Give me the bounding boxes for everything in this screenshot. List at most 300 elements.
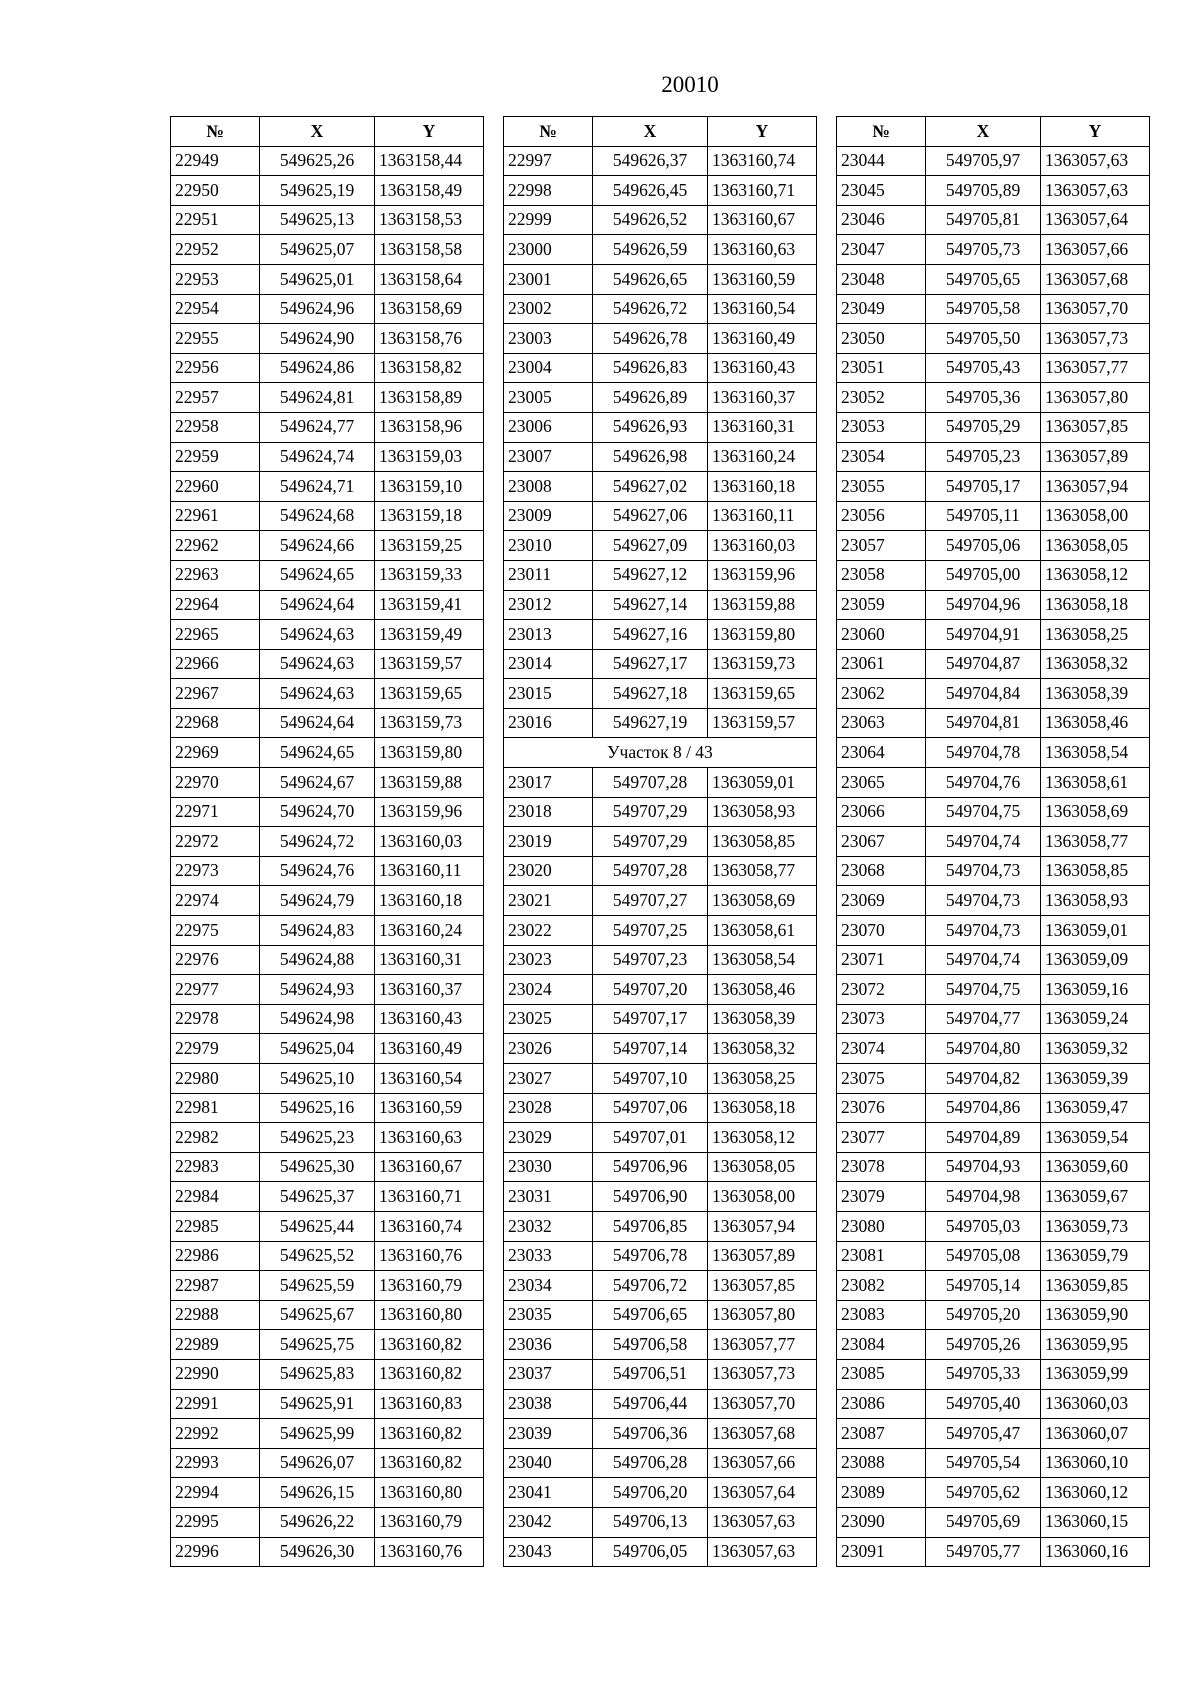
y-coordinate: 1363059,54	[1041, 1123, 1150, 1153]
table-row	[171, 1300, 484, 1330]
table-row	[171, 1064, 484, 1094]
x-coordinate: 549704,75	[926, 975, 1041, 1005]
point-number: 23021	[504, 886, 593, 916]
table-row	[171, 353, 484, 383]
y-coordinate: 1363160,63	[375, 1123, 484, 1153]
x-coordinate: 549624,77	[260, 412, 375, 442]
point-number: 23033	[504, 1241, 593, 1271]
point-number: 23000	[504, 235, 593, 265]
x-coordinate: 549705,69	[926, 1507, 1041, 1537]
point-number: 22985	[171, 1211, 260, 1241]
y-coordinate: 1363057,63	[1041, 176, 1150, 206]
table-row	[171, 1093, 484, 1123]
y-coordinate: 1363059,01	[708, 768, 817, 798]
table-row	[171, 442, 484, 472]
point-number: 22956	[171, 353, 260, 383]
y-coordinate: 1363059,01	[1041, 916, 1150, 946]
x-coordinate: 549626,98	[593, 442, 708, 472]
x-coordinate: 549624,96	[260, 294, 375, 324]
y-coordinate: 1363160,80	[375, 1478, 484, 1508]
point-number: 23002	[504, 294, 593, 324]
table-row	[171, 1507, 484, 1537]
x-coordinate: 549706,05	[593, 1537, 708, 1567]
header-row	[171, 117, 484, 147]
x-coordinate: 549705,08	[926, 1241, 1041, 1271]
table-row	[171, 916, 484, 946]
x-coordinate: 549626,22	[260, 1507, 375, 1537]
x-coordinate: 549624,67	[260, 768, 375, 798]
table-row	[837, 353, 1150, 383]
point-number: 22980	[171, 1064, 260, 1094]
x-coordinate: 549624,74	[260, 442, 375, 472]
x-coordinate: 549704,74	[926, 945, 1041, 975]
table-row	[171, 531, 484, 561]
point-number: 22984	[171, 1182, 260, 1212]
point-number: 23022	[504, 916, 593, 946]
table-row	[171, 620, 484, 650]
table-row	[171, 1419, 484, 1449]
x-coordinate: 549707,20	[593, 975, 708, 1005]
y-coordinate: 1363057,63	[708, 1537, 817, 1567]
point-number: 23034	[504, 1271, 593, 1301]
table-row	[837, 235, 1150, 265]
point-number: 23060	[837, 620, 926, 650]
point-number: 22991	[171, 1389, 260, 1419]
point-number: 22958	[171, 412, 260, 442]
y-coordinate: 1363159,96	[375, 797, 484, 827]
x-coordinate: 549627,06	[593, 501, 708, 531]
x-coordinate: 549704,73	[926, 856, 1041, 886]
point-number: 23083	[837, 1300, 926, 1330]
point-number: 23027	[504, 1064, 593, 1094]
x-coordinate: 549705,26	[926, 1330, 1041, 1360]
y-coordinate: 1363160,54	[375, 1064, 484, 1094]
point-number: 23007	[504, 442, 593, 472]
x-coordinate: 549705,03	[926, 1211, 1041, 1241]
point-number: 23004	[504, 353, 593, 383]
point-number: 23050	[837, 324, 926, 354]
x-coordinate: 549627,12	[593, 560, 708, 590]
point-number: 23011	[504, 560, 593, 590]
y-coordinate: 1363160,43	[708, 353, 817, 383]
y-coordinate: 1363159,65	[375, 679, 484, 709]
point-number: 23089	[837, 1478, 926, 1508]
y-coordinate: 1363057,64	[708, 1478, 817, 1508]
point-number: 23074	[837, 1034, 926, 1064]
x-coordinate: 549625,19	[260, 176, 375, 206]
table-row	[504, 1152, 817, 1182]
table-row	[504, 1123, 817, 1153]
x-coordinate: 549705,40	[926, 1389, 1041, 1419]
x-coordinate: 549706,72	[593, 1271, 708, 1301]
point-number: 22976	[171, 945, 260, 975]
point-number: 23025	[504, 1004, 593, 1034]
point-number: 22968	[171, 708, 260, 738]
point-number: 22964	[171, 590, 260, 620]
x-coordinate: 549705,06	[926, 531, 1041, 561]
point-number: 23068	[837, 856, 926, 886]
y-coordinate: 1363058,46	[1041, 708, 1150, 738]
table-row	[837, 1478, 1150, 1508]
y-coordinate: 1363160,43	[375, 1004, 484, 1034]
x-coordinate: 549624,83	[260, 916, 375, 946]
x-coordinate: 549704,80	[926, 1034, 1041, 1064]
table-row	[837, 1271, 1150, 1301]
point-number: 23030	[504, 1152, 593, 1182]
point-number: 23035	[504, 1300, 593, 1330]
table-row	[171, 383, 484, 413]
table-row	[837, 886, 1150, 916]
x-coordinate: 549705,43	[926, 353, 1041, 383]
table-row	[504, 916, 817, 946]
x-coordinate: 549704,89	[926, 1123, 1041, 1153]
y-coordinate: 1363160,24	[375, 916, 484, 946]
point-number: 23079	[837, 1182, 926, 1212]
point-number: 22998	[504, 176, 593, 206]
x-coordinate: 549625,91	[260, 1389, 375, 1419]
table-row	[171, 827, 484, 857]
x-coordinate: 549704,77	[926, 1004, 1041, 1034]
y-coordinate: 1363057,89	[708, 1241, 817, 1271]
table-row	[504, 945, 817, 975]
y-coordinate: 1363058,93	[708, 797, 817, 827]
point-number: 22974	[171, 886, 260, 916]
x-coordinate: 549705,17	[926, 472, 1041, 502]
y-coordinate: 1363057,80	[1041, 383, 1150, 413]
y-coordinate: 1363160,49	[375, 1034, 484, 1064]
header-number: №	[837, 117, 926, 147]
y-coordinate: 1363058,12	[708, 1123, 817, 1153]
point-number: 23085	[837, 1359, 926, 1389]
y-coordinate: 1363058,39	[708, 1004, 817, 1034]
point-number: 22979	[171, 1034, 260, 1064]
x-coordinate: 549705,62	[926, 1478, 1041, 1508]
header-number: №	[171, 117, 260, 147]
y-coordinate: 1363059,60	[1041, 1152, 1150, 1182]
table-row	[171, 1182, 484, 1212]
point-number: 23029	[504, 1123, 593, 1153]
y-coordinate: 1363057,73	[1041, 324, 1150, 354]
table-row	[504, 1537, 817, 1567]
table-row	[171, 412, 484, 442]
x-coordinate: 549626,65	[593, 264, 708, 294]
point-number: 22992	[171, 1419, 260, 1449]
table-row	[504, 1448, 817, 1478]
point-number: 22994	[171, 1478, 260, 1508]
x-coordinate: 549705,14	[926, 1271, 1041, 1301]
y-coordinate: 1363159,88	[375, 768, 484, 798]
point-number: 22978	[171, 1004, 260, 1034]
y-coordinate: 1363057,94	[708, 1211, 817, 1241]
x-coordinate: 549626,45	[593, 176, 708, 206]
x-coordinate: 549706,96	[593, 1152, 708, 1182]
point-number: 22969	[171, 738, 260, 768]
point-number: 23065	[837, 768, 926, 798]
x-coordinate: 549627,18	[593, 679, 708, 709]
x-coordinate: 549705,36	[926, 383, 1041, 413]
y-coordinate: 1363159,25	[375, 531, 484, 561]
x-coordinate: 549705,50	[926, 324, 1041, 354]
y-coordinate: 1363158,58	[375, 235, 484, 265]
y-coordinate: 1363058,00	[708, 1182, 817, 1212]
point-number: 22990	[171, 1359, 260, 1389]
coordinate-table-1	[170, 116, 484, 1567]
x-coordinate: 549624,81	[260, 383, 375, 413]
table-row	[171, 1271, 484, 1301]
y-coordinate: 1363160,37	[375, 975, 484, 1005]
table-row	[171, 1123, 484, 1153]
y-coordinate: 1363158,69	[375, 294, 484, 324]
point-number: 23037	[504, 1359, 593, 1389]
x-coordinate: 549624,63	[260, 679, 375, 709]
y-coordinate: 1363060,07	[1041, 1419, 1150, 1449]
table-row	[504, 590, 817, 620]
table-row	[837, 649, 1150, 679]
point-number: 22987	[171, 1271, 260, 1301]
y-coordinate: 1363160,18	[375, 886, 484, 916]
table-row	[837, 1182, 1150, 1212]
point-number: 23048	[837, 264, 926, 294]
table-row	[837, 827, 1150, 857]
table-row	[837, 412, 1150, 442]
point-number: 23058	[837, 560, 926, 590]
point-number: 23070	[837, 916, 926, 946]
x-coordinate: 549624,68	[260, 501, 375, 531]
table-row	[504, 827, 817, 857]
y-coordinate: 1363058,85	[1041, 856, 1150, 886]
y-coordinate: 1363059,79	[1041, 1241, 1150, 1271]
point-number: 23067	[837, 827, 926, 857]
x-coordinate: 549704,73	[926, 916, 1041, 946]
table-row	[504, 1004, 817, 1034]
x-coordinate: 549627,09	[593, 531, 708, 561]
point-number: 23061	[837, 649, 926, 679]
point-number: 23062	[837, 679, 926, 709]
table-row	[504, 768, 817, 798]
table-row	[504, 1064, 817, 1094]
y-coordinate: 1363058,18	[708, 1093, 817, 1123]
point-number: 23064	[837, 738, 926, 768]
x-coordinate: 549707,01	[593, 1123, 708, 1153]
y-coordinate: 1363057,80	[708, 1300, 817, 1330]
y-coordinate: 1363159,88	[708, 590, 817, 620]
point-number: 23012	[504, 590, 593, 620]
x-coordinate: 549625,52	[260, 1241, 375, 1271]
header-row	[504, 117, 817, 147]
x-coordinate: 549706,90	[593, 1182, 708, 1212]
y-coordinate: 1363160,82	[375, 1448, 484, 1478]
x-coordinate: 549705,73	[926, 235, 1041, 265]
table-row	[504, 501, 817, 531]
x-coordinate: 549707,10	[593, 1064, 708, 1094]
point-number: 22963	[171, 560, 260, 590]
y-coordinate: 1363058,32	[708, 1034, 817, 1064]
table-row	[504, 886, 817, 916]
y-coordinate: 1363158,53	[375, 205, 484, 235]
table-row	[504, 1093, 817, 1123]
table-row	[837, 1064, 1150, 1094]
table-row	[504, 1389, 817, 1419]
x-coordinate: 549706,44	[593, 1389, 708, 1419]
point-number: 23020	[504, 856, 593, 886]
table-row	[504, 353, 817, 383]
x-coordinate: 549626,07	[260, 1448, 375, 1478]
point-number: 23019	[504, 827, 593, 857]
y-coordinate: 1363059,99	[1041, 1359, 1150, 1389]
y-coordinate: 1363158,96	[375, 412, 484, 442]
y-coordinate: 1363060,16	[1041, 1537, 1150, 1567]
point-number: 23032	[504, 1211, 593, 1241]
table-row	[171, 1389, 484, 1419]
y-coordinate: 1363160,63	[708, 235, 817, 265]
y-coordinate: 1363159,33	[375, 560, 484, 590]
y-coordinate: 1363057,77	[708, 1330, 817, 1360]
table-row	[504, 649, 817, 679]
point-number: 22949	[171, 146, 260, 176]
x-coordinate: 549706,36	[593, 1419, 708, 1449]
table-row	[504, 235, 817, 265]
y-coordinate: 1363159,10	[375, 472, 484, 502]
y-coordinate: 1363057,70	[1041, 294, 1150, 324]
point-number: 22995	[171, 1507, 260, 1537]
x-coordinate: 549624,93	[260, 975, 375, 1005]
point-number: 23018	[504, 797, 593, 827]
point-number: 23055	[837, 472, 926, 502]
table-row	[837, 264, 1150, 294]
x-coordinate: 549625,83	[260, 1359, 375, 1389]
x-coordinate: 549625,67	[260, 1300, 375, 1330]
x-coordinate: 549706,85	[593, 1211, 708, 1241]
x-coordinate: 549624,79	[260, 886, 375, 916]
table-row	[504, 975, 817, 1005]
y-coordinate: 1363058,61	[708, 916, 817, 946]
x-coordinate: 549707,23	[593, 945, 708, 975]
table-row	[837, 738, 1150, 768]
x-coordinate: 549627,14	[593, 590, 708, 620]
table-row	[504, 1300, 817, 1330]
section-row	[504, 738, 817, 768]
point-number: 23041	[504, 1478, 593, 1508]
y-coordinate: 1363059,85	[1041, 1271, 1150, 1301]
x-coordinate: 549705,33	[926, 1359, 1041, 1389]
y-coordinate: 1363160,76	[375, 1537, 484, 1567]
x-coordinate: 549707,25	[593, 916, 708, 946]
page-number: 20010	[661, 72, 719, 97]
table-row	[504, 1330, 817, 1360]
x-coordinate: 549706,65	[593, 1300, 708, 1330]
x-coordinate: 549625,07	[260, 235, 375, 265]
table-row	[504, 620, 817, 650]
point-number: 23084	[837, 1330, 926, 1360]
y-coordinate: 1363057,64	[1041, 205, 1150, 235]
point-number: 22981	[171, 1093, 260, 1123]
table-row	[504, 1419, 817, 1449]
header-x: X	[926, 117, 1041, 147]
x-coordinate: 549626,83	[593, 353, 708, 383]
table-row	[171, 1359, 484, 1389]
y-coordinate: 1363058,25	[1041, 620, 1150, 650]
table-row	[504, 1211, 817, 1241]
point-number: 22959	[171, 442, 260, 472]
x-coordinate: 549704,93	[926, 1152, 1041, 1182]
x-coordinate: 549625,01	[260, 264, 375, 294]
table-row	[504, 294, 817, 324]
table-row	[504, 472, 817, 502]
x-coordinate: 549627,19	[593, 708, 708, 738]
y-coordinate: 1363159,41	[375, 590, 484, 620]
header-y: Y	[708, 117, 817, 147]
x-coordinate: 549704,91	[926, 620, 1041, 650]
x-coordinate: 549625,44	[260, 1211, 375, 1241]
y-coordinate: 1363160,03	[708, 531, 817, 561]
point-number: 22967	[171, 679, 260, 709]
y-coordinate: 1363060,10	[1041, 1448, 1150, 1478]
point-number: 23088	[837, 1448, 926, 1478]
table-row	[171, 1537, 484, 1567]
x-coordinate: 549707,28	[593, 856, 708, 886]
y-coordinate: 1363059,73	[1041, 1211, 1150, 1241]
y-coordinate: 1363058,77	[708, 856, 817, 886]
table-row	[837, 294, 1150, 324]
x-coordinate: 549704,81	[926, 708, 1041, 738]
x-coordinate: 549624,88	[260, 945, 375, 975]
point-number: 23054	[837, 442, 926, 472]
table-row	[837, 442, 1150, 472]
point-number: 23005	[504, 383, 593, 413]
point-number: 22953	[171, 264, 260, 294]
point-number: 22957	[171, 383, 260, 413]
y-coordinate: 1363158,49	[375, 176, 484, 206]
x-coordinate: 549707,28	[593, 768, 708, 798]
y-coordinate: 1363160,71	[375, 1182, 484, 1212]
x-coordinate: 549625,10	[260, 1064, 375, 1094]
table-row	[837, 1211, 1150, 1241]
x-coordinate: 549624,63	[260, 649, 375, 679]
point-number: 23024	[504, 975, 593, 1005]
y-coordinate: 1363158,82	[375, 353, 484, 383]
y-coordinate: 1363159,73	[375, 708, 484, 738]
table-row	[837, 1507, 1150, 1537]
point-number: 22960	[171, 472, 260, 502]
x-coordinate: 549625,04	[260, 1034, 375, 1064]
y-coordinate: 1363058,12	[1041, 560, 1150, 590]
y-coordinate: 1363058,18	[1041, 590, 1150, 620]
table-row	[837, 708, 1150, 738]
y-coordinate: 1363057,63	[1041, 146, 1150, 176]
x-coordinate: 549626,59	[593, 235, 708, 265]
table-row	[171, 679, 484, 709]
point-number: 22950	[171, 176, 260, 206]
point-number: 23090	[837, 1507, 926, 1537]
table-row	[837, 531, 1150, 561]
table-row	[837, 1448, 1150, 1478]
y-coordinate: 1363058,32	[1041, 649, 1150, 679]
point-number: 23017	[504, 768, 593, 798]
x-coordinate: 549625,37	[260, 1182, 375, 1212]
x-coordinate: 549706,13	[593, 1507, 708, 1537]
point-number: 23003	[504, 324, 593, 354]
y-coordinate: 1363059,90	[1041, 1300, 1150, 1330]
y-coordinate: 1363058,25	[708, 1064, 817, 1094]
y-coordinate: 1363160,37	[708, 383, 817, 413]
y-coordinate: 1363160,54	[708, 294, 817, 324]
y-coordinate: 1363160,49	[708, 324, 817, 354]
x-coordinate: 549626,93	[593, 412, 708, 442]
y-coordinate: 1363059,09	[1041, 945, 1150, 975]
y-coordinate: 1363160,83	[375, 1389, 484, 1419]
x-coordinate: 549625,16	[260, 1093, 375, 1123]
table-row	[837, 1093, 1150, 1123]
